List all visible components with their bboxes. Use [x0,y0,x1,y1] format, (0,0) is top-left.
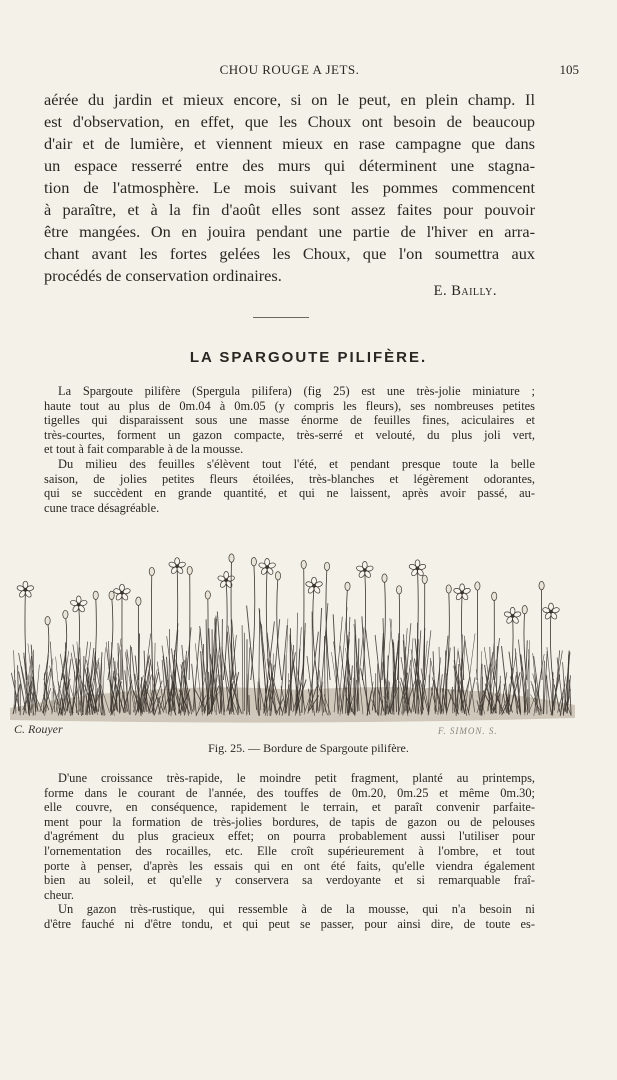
text-line: d'air et de lumière, et viennent mieux en rase campagne que dans [44,134,535,153]
text-line: tigelles qui disparaissent sous une masse énorme de feuilles fines, aciculaires et [44,413,535,428]
text-line: saison, de jolies petites fleurs étoilées, très-blanches et légèrement odorantes, [44,471,535,486]
text-line: d'être fauché ni d'être tondu, et qui peut se passer, pour ainsi dire, de toute es- [44,916,535,931]
text-line: Un gazon très-rustique, qui ressemble à de la mousse, qui n'a besoin ni [58,902,535,917]
engraving-image [0,530,617,730]
text-line: à paraître, et à la fin d'août elles sont assez faites pour pouvoir [44,200,535,219]
text-line: Du milieu des feuilles s'élèvent tout l'été, et pendant presque toute la belle [58,457,535,471]
text-line: être mangées. On en jouira pendant une partie de l'hiver en arra- [44,222,535,241]
text-line: cheur. [44,887,74,902]
text-line: est d'observation, en effet, que les Choux ont besoin de beaucoup [44,112,535,131]
article-paragraph-1 [44,384,535,457]
text-line: haute tout au plus de 0m.04 à 0m.05 (y compris les fleurs), ses nombreuses petites [44,398,535,413]
text-line: très-courtes, forment un gazon compacte, très-serré et velouté, du plus joli vert, [44,427,535,442]
running-head [44,62,579,78]
text-line: forme dans le courant de l'année, des touffes de 0m.20, 0m.25 et même 0m.30; [44,785,535,800]
text-line: bien au soleil, et qu'elle y conservera sa verdoyante et si remarquable fraî- [44,873,535,888]
page-number: 105 [559,62,579,77]
text-line: chant avant les fortes gelées les Choux, que l'on soumettra aux [44,244,535,263]
text-line: La Spargoute pilifère (Spergula pilifera) (fig 25) est une très-jolie miniature ; [58,384,535,398]
text-line: l'ornementation des rocailles, etc. Elle croît supérieurement à l'ombre, et tout [44,843,535,858]
text-line: ment pour la formation de très-jolies bordures, de tapis de gazon ou de pelouses [44,814,535,829]
text-line: porte à penser, d'après les essais qui en ont été faits, qu'elle viendra également [44,858,535,873]
text-line: et tout à fait comparable à de la mousse. [44,442,244,457]
text-line: un espace resserré entre des murs qui déterminent une stagna- [44,156,535,175]
article-paragraph-3 [44,771,535,932]
text-line: procédés de conservation ordinaires. [44,266,282,285]
text-line: qui se succèdent en grande quantité, et qui ne laissent, après avoir passé, au- [44,486,535,501]
article-title: LA SPARGOUTE PILIFÈRE. [189,349,428,366]
engraver-signature: F. SIMON. S. [438,726,498,736]
running-title: CHOU ROUGE A JETS. [219,62,360,77]
continued-paragraph [44,89,535,287]
author-signature: E. Bailly. [433,283,497,299]
article-paragraph-2 [44,457,535,515]
text-line: elle couvre, en conséquence, rapidement le terrain, et paraît convenir parfaite- [44,800,535,815]
figure-caption: Fig. 25. — Bordure de Spargoute pilifère. [208,741,409,755]
spargoute-illustration [0,530,617,740]
section-separator [253,317,309,318]
text-line: cune trace désagréable. [44,500,160,515]
text-line: aérée du jardin et mieux encore, si on le peut, en plein champ. Il [44,90,535,109]
artist-signature: C. Rouyer [14,722,63,736]
text-line: D'une croissance très-rapide, le moindre petit fragment, planté au printemps, [58,771,535,785]
text-line: d'agrément du plus gracieux effet; on pourra probablement aussi l'utiliser pour [44,829,535,844]
text-line: tion de l'atmosphère. Le mois suivant les pommes commencent [44,178,535,197]
